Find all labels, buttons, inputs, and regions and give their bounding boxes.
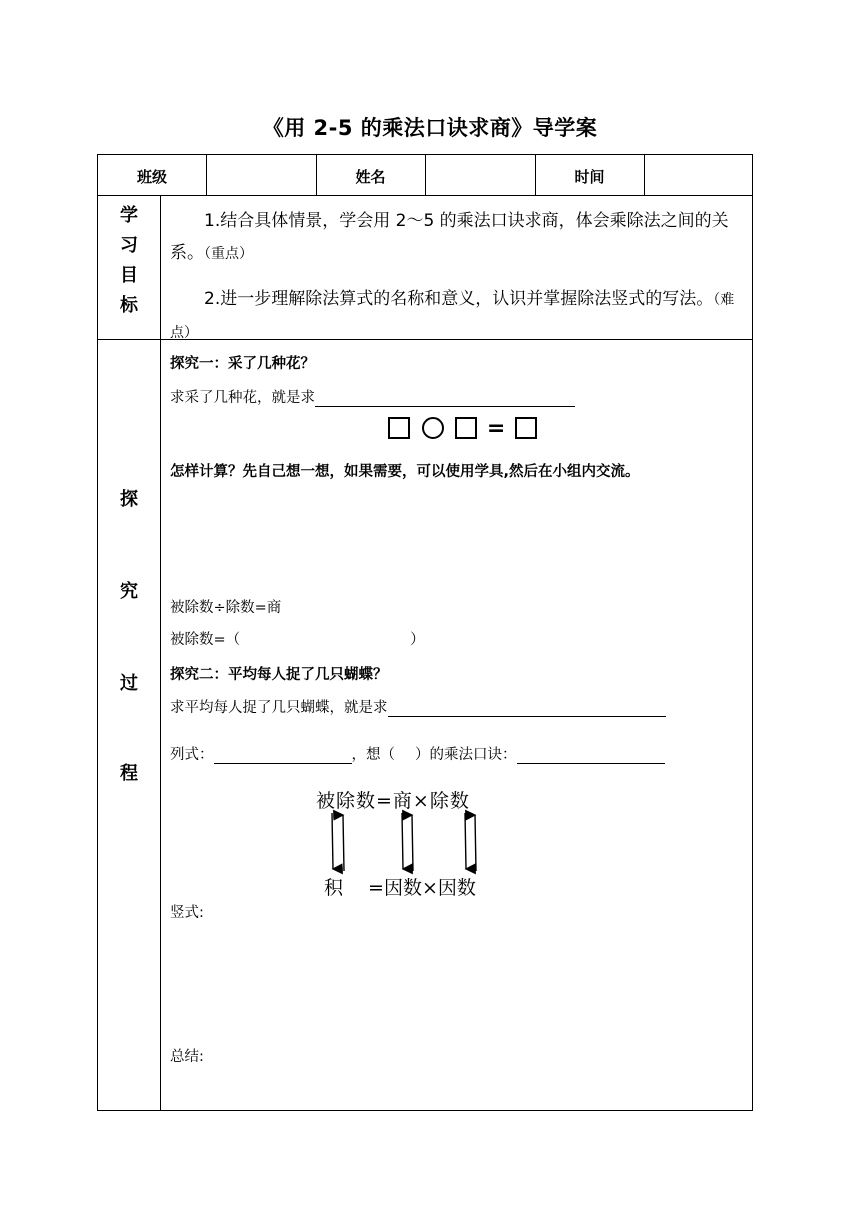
time-label: 时间 <box>574 168 605 186</box>
answer-blank[interactable] <box>315 390 575 407</box>
col-divider <box>160 195 161 1111</box>
arrow-up <box>412 815 413 871</box>
formula-shapes <box>388 413 537 441</box>
arrow-up <box>475 815 476 871</box>
answer-blank[interactable] <box>388 700 666 717</box>
name-label: 姓名 <box>355 168 386 186</box>
square-box-icon[interactable] <box>515 417 537 439</box>
division-formula: 被除数÷除数=商 <box>170 600 282 616</box>
arrow-up <box>343 815 344 871</box>
study-guide-table: 班级 姓名 时间 学 习 目 标 1.结合具体情景，学会用 2～5 的乘法口诀求商，体会乘除法之间的关系。（重点） 2.进一步理解除法算式的名称和意义，认识并掌握除法竖式的写法。（难点） 探 究 过 程 探究一：采了几种花？ 求采了几种花，就是求 = 怎样计算？先自己想一想，如果需要，可以使用学具,然后在小组内交流。 被除数÷除数=商 被除数=（ ） 探究二：平均每人捉了几只蝴蝶？ 求平均每人捉了几只蝴蝶，就是求 列式： ，想（ ）的乘法口诀： 被除数=商×除数 积 =因数×因数 竖式: 总结: <box>97 154 753 1111</box>
relation-top: 被除数=商×除数 <box>316 790 470 812</box>
vertical-label: 竖式: <box>170 905 204 921</box>
multiplication-rhyme-blank[interactable] <box>517 747 665 764</box>
class-label: 班级 <box>136 168 167 186</box>
summary-label: 总结: <box>170 1049 204 1065</box>
relation-arrows <box>316 809 496 875</box>
objective-2: 2.进一步理解除法算式的名称和意义，认识并掌握除法竖式的写法。（难点） <box>170 289 735 341</box>
arrow-down <box>402 813 403 869</box>
dividend-blank-line: 被除数=（ ） <box>170 632 425 648</box>
objective-1: 1.结合具体情景，学会用 2～5 的乘法口诀求商，体会乘除法之间的关系。（重点） <box>170 211 729 263</box>
explore1-question: 求采了几种花，就是求 <box>170 386 575 407</box>
how-to-compute: 怎样计算？先自己想一想，如果需要，可以使用学具,然后在小组内交流。 <box>170 464 640 480</box>
arrow-down <box>465 813 466 869</box>
equation-line: 列式： ，想（ ）的乘法口诀： <box>170 743 665 764</box>
time-value-cell[interactable] <box>645 156 753 194</box>
square-box-icon[interactable] <box>455 417 477 439</box>
square-box-icon[interactable] <box>388 417 410 439</box>
circle-box-icon[interactable] <box>422 417 444 439</box>
equals-sign: = <box>486 415 506 441</box>
name-value-cell[interactable] <box>426 156 534 194</box>
explore2-title: 探究二：平均每人捉了几只蝴蝶？ <box>170 667 388 683</box>
vertical-work-area[interactable] <box>170 925 740 1035</box>
summary-area[interactable] <box>170 1067 740 1105</box>
class-value-cell[interactable] <box>207 156 315 194</box>
relation-bottom: 积 =因数×因数 <box>324 877 476 899</box>
equation-blank[interactable] <box>214 747 352 764</box>
row-divider <box>98 195 752 196</box>
explore1-title: 探究一：采了几种花？ <box>170 356 315 372</box>
document-title: 《用 2-5 的乘法口诀求商》导学案 <box>262 116 598 140</box>
arrow-down <box>332 813 333 869</box>
explore2-question: 求平均每人捉了几只蝴蝶，就是求 <box>170 696 666 717</box>
objectives-label: 学 习 目 标 <box>120 205 138 316</box>
